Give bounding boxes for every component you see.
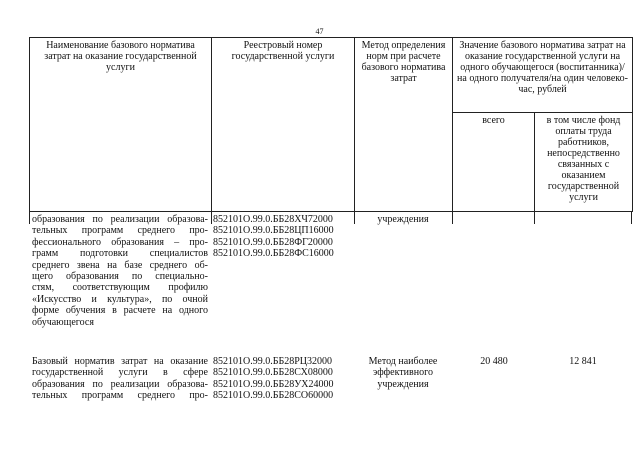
registry-code: 852101О.99.0.ББ28СО60000 [213,390,334,402]
registry-code: 852101О.99.0.ББ28ХЧ72000 [213,214,333,225]
text-line: стям, соответствующим профилю [32,282,208,294]
registry-code: 852101О.99.0.ББ28СХ08000 [213,367,333,379]
header-total: всего [453,113,535,212]
header-name: Наименование базового норматива затрат на оказание государственной услуги [30,38,212,212]
text-line: «Искусство и культура», по очной [32,293,208,305]
row-2-total: 20 480 [480,356,508,367]
header-payroll: в том числе фонд оплаты труда работников, непосредственно связанных с оказанием государственной услуги [535,113,633,212]
table-border [29,212,30,224]
table-border [211,212,212,224]
text-line: государственной услуги в сфере [32,367,208,379]
row-2-method: Метод наиболее эффективного учреждения [368,356,438,390]
text-line: образования по реализации образова- [32,214,208,225]
text-line: тельных программ среднего про- [32,225,208,237]
table-border [452,212,453,224]
row-1-method: учреждения [377,214,429,225]
registry-code: 852101О.99.0.ББ28ЦП16000 [213,225,334,237]
row-2-codes [213,356,353,402]
text-line: тельных программ среднего про- [32,390,208,402]
text-line: Базовый норматив затрат на оказание [32,356,208,367]
text-line: щего образования по специально- [32,271,208,283]
text-line: форме обучения в расчете на одного [32,305,208,317]
registry-code: 852101О.99.0.ББ28ФГ20000 [213,236,333,248]
registry-code: 852101О.99.0.ББ28УХ24000 [213,378,334,390]
text-line: фессионального образования – про- [32,236,208,248]
header-method: Метод определения норм при расчете базового норматива затрат [355,38,453,212]
header-value: Значение базового норматива затрат на оказание государственной услуги на одного обучающегося (воспитанника)/на одного получателя/на один человеко-час, рублей [453,38,633,113]
registry-code: 852101О.99.0.ББ28РЦ32000 [213,356,332,367]
row-1-codes [213,214,353,260]
table-border [631,212,632,224]
text-line: образования по реализации образова- [32,378,208,390]
text-line: обучающегося [32,316,94,328]
row-2-payroll: 12 841 [569,356,597,367]
table-border [534,212,535,224]
row-1-name [32,214,208,328]
row-2-name [32,356,208,402]
table-header [29,37,633,212]
registry-code: 852101О.99.0.ББ28ФС16000 [213,248,334,260]
text-line: грамм подготовки специалистов [32,248,208,260]
page-number: 47 [315,27,324,36]
header-code: Реестровый номер государственной услуги [212,38,355,212]
text-line: среднего звена на базе среднего об- [32,259,208,271]
